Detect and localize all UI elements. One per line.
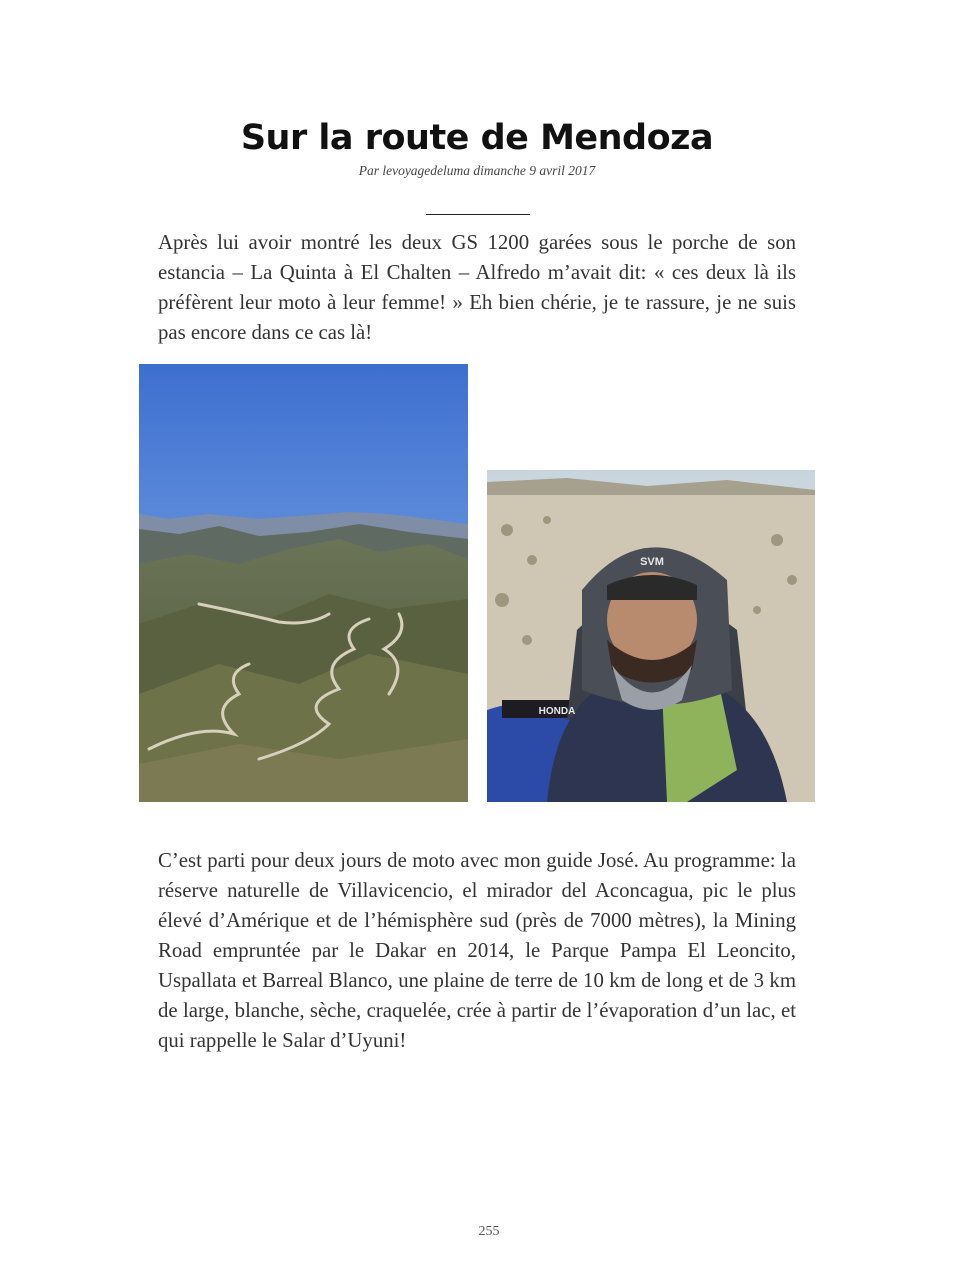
paragraph-intro: Après lui avoir montré les deux GS 1200 garées sous le porche de son estancia – La Quinta à El Chalten – Alfredo m’avait dit: « ces deux là ils préfèrent leur moto à leur femme! » Eh bien chérie, je te rassure, je ne suis pas encore dans ce cas là! <box>158 231 796 344</box>
helmet-brand-text: SVM <box>640 556 664 568</box>
paragraph-itinerary: C’est parti pour deux jours de moto avec mon guide José. Au programme: la réserve naturelle de Villavicencio, el mirador del Aconcagua, pic le plus élevé d’Amérique et de l’hémisphère sud (près de 7000 mètres), la Mining Road empruntée par le Dakar en 2014, le Parque Pampa El Leoncito, Uspallata et Barreal Blanco, une plaine de terre de 10 km de long et de 3 km de large, blanche, sèche, craquelée, crée à partir de l’évaporation d’un lac, et qui rappelle le Salar d’Uyuni! <box>158 849 796 1052</box>
selfie-photo <box>487 470 815 802</box>
title-divider <box>426 214 530 215</box>
page-number: 255 <box>478 1224 500 1239</box>
bike-brand-text: HONDA <box>538 706 576 717</box>
article-title: Sur la route de Mendoza <box>240 118 714 158</box>
article-byline: Par levoyagedeluma dimanche 9 avril 2017 <box>358 163 596 178</box>
mountain-road-photo <box>139 364 468 802</box>
